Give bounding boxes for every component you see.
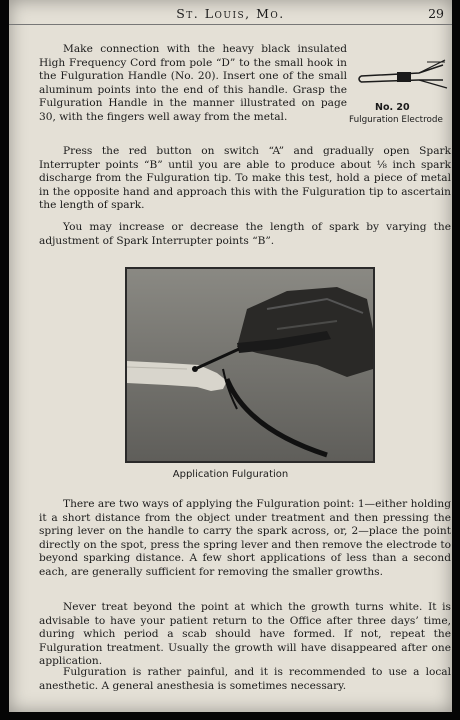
paragraph-connection: Make connection with the heavy black insulated High Frequency Cord from pole “D” to the small hook in the Fulguration Handle (No. 20). Insert one of the small aluminum points into the end of this handle. Grasp the Fulguration Handle in the manner illustrated on page 30, with the fingers well away from the metal.	[39, 43, 347, 123]
fulguration-electrode-figure	[347, 52, 457, 134]
figure-number: No. 20	[375, 102, 410, 113]
paragraph-application-methods: There are two ways of applying the Fulguration point: 1—either holding it a short distance from the object under treatment and then pressing the spring lever on the handle to carry the spark across, or, 2—place the point directly on the spot, press the spring lever and then remove the electrode to beyond sparking distance. A few short applications of less than a second each, are generally sufficient for removing the smaller growths.	[39, 498, 451, 578]
figure-label: Fulguration Electrode	[349, 115, 443, 125]
paragraph-anesthesia: Fulguration is rather painful, and it is recommended to use a local anesthetic. A general anesthesia is sometimes necessary.	[39, 666, 451, 692]
book-page	[9, 0, 452, 712]
fulguration-electrode-illustration	[357, 58, 449, 94]
paragraph-followup: Never treat beyond the point at which the growth turns white. It is advisable to have your patient return to the Office after three days’ time, during which period a scab should have formed. If not, repeat the Fulguration treatment. Usually the growth will have disappeared after one application.	[39, 601, 451, 668]
running-head-title: St. Louis, Mo.	[176, 6, 285, 21]
application-photo	[125, 267, 375, 463]
page-number: 29	[428, 6, 444, 21]
running-head	[9, 4, 452, 25]
paragraph-spark-test: Press the red button on switch “A” and gradually open Spark Interrupter points “B” until you are able to produce about ⅛ inch spark discharge from the Fulguration tip. To make this test, hold a piece of metal in the opposite hand and approach this with the Fulguration tip to ascertain the length of spark.	[39, 145, 451, 212]
photo-caption: Application Fulguration	[172, 469, 289, 480]
paragraph-spark-adjust: You may increase or decrease the length of spark by varying the adjustment of Spark Interrupter points “B”.	[39, 221, 451, 247]
hand-with-electrode-illustration	[127, 269, 373, 461]
